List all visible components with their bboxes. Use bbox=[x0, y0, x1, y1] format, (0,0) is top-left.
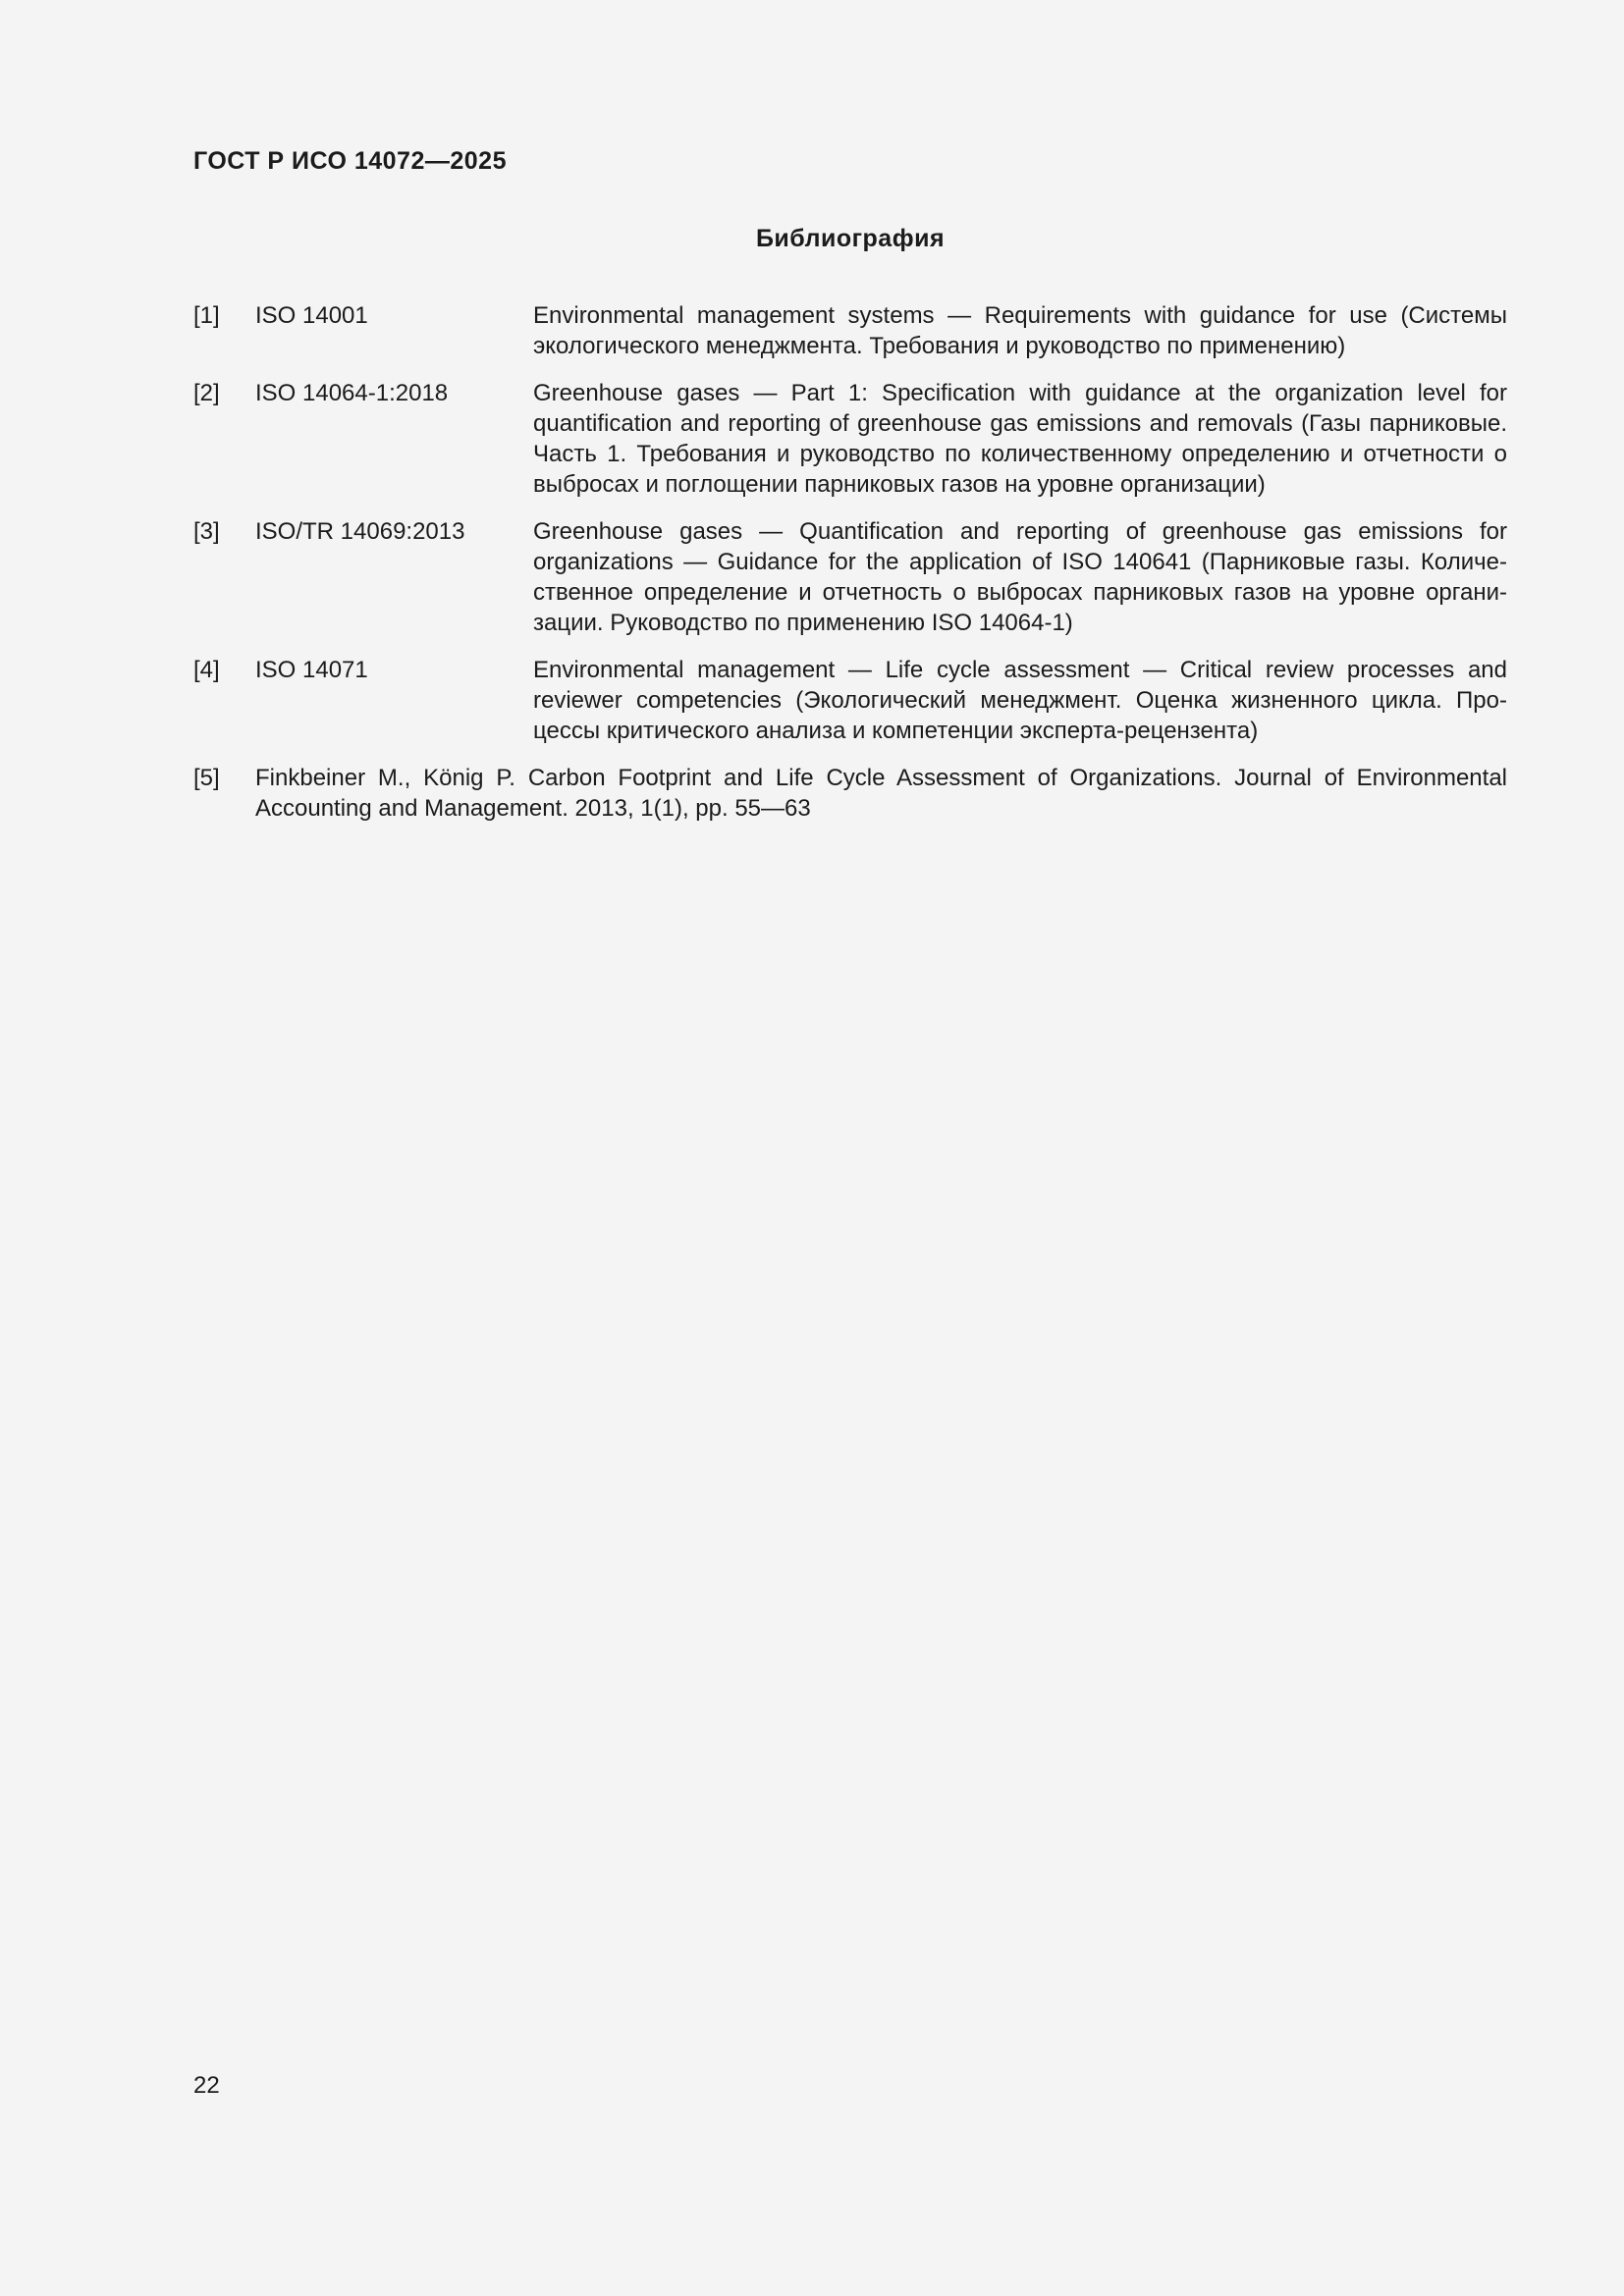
bibliography-entry bbox=[193, 378, 1507, 500]
entry-code: ISO 14001 bbox=[255, 302, 368, 329]
entry-text: Greenhouse gases — Quantification and reporting of greenhouse gas emissions for organizations — Guidance for the application of ISO 140641 (Парниковые газы. Количественное определение и отчетность о выбросах парниковых газов на уровне организации. Руководство по применению ISO 14064-1) bbox=[533, 518, 1507, 636]
entry-number: [5] bbox=[193, 765, 220, 791]
entry-text: Greenhouse gases — Part 1: Specification with guidance at the organization level for quantification and reporting of greenhouse gas emissions and removals (Газы парниковые. Часть 1. Требования и руководство по количественному определению и отчетности о выбросах и поглощении парниковых газов на уровне организации) bbox=[533, 380, 1507, 498]
bibliography-entry bbox=[193, 763, 1507, 824]
entry-code: ISO 14064-1:2018 bbox=[255, 380, 449, 406]
bibliography-entry bbox=[193, 655, 1507, 746]
entry-text: Environmental management systems — Requirements with guidance for use (Системы экологического менеджмента. Требования и руководство по применению) bbox=[533, 302, 1507, 359]
bibliography-entry bbox=[193, 516, 1507, 638]
entry-number: [1] bbox=[193, 302, 220, 329]
entry-text: Environmental management — Life cycle assessment — Critical review processes and reviewer competencies (Экологический менеджмент. Оценка жизненного цикла. Процессы критического анализа и компетенции эксперта-рецензента) bbox=[533, 657, 1507, 744]
bibliography-list bbox=[193, 300, 1507, 840]
document-header: ГОСТ Р ИСО 14072—2025 bbox=[193, 147, 507, 175]
entry-text: Finkbeiner M., König P. Carbon Footprint and Life Cycle Assessment of Organizations. Journal of Environmental Accounting and Management. 2013, 1(1), pp. 55—63 bbox=[255, 765, 1507, 822]
entry-code: ISO 14071 bbox=[255, 657, 368, 683]
entry-number: [3] bbox=[193, 518, 220, 545]
entry-code: ISO/TR 14069:2013 bbox=[255, 518, 465, 545]
page-number: 22 bbox=[193, 2072, 220, 2099]
entry-number: [2] bbox=[193, 380, 220, 406]
section-title: Библиография bbox=[755, 225, 946, 252]
entry-number: [4] bbox=[193, 657, 220, 683]
bibliography-entry bbox=[193, 300, 1507, 361]
